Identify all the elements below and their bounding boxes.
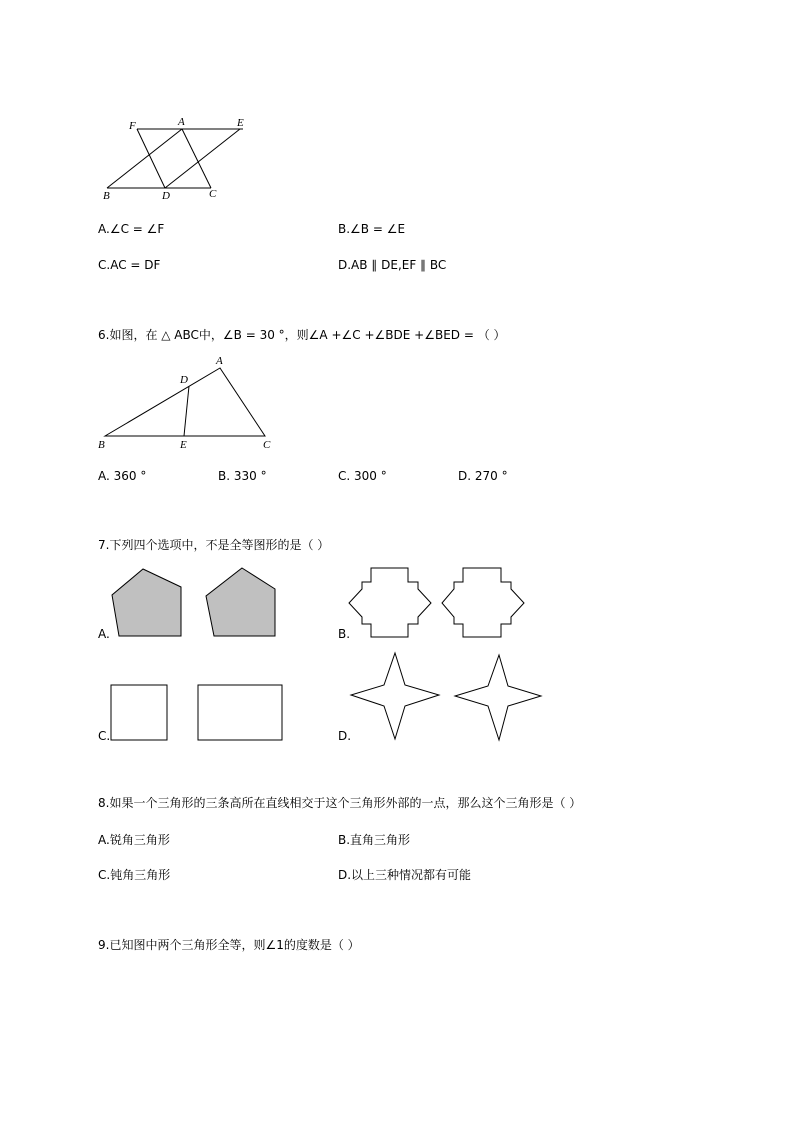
label-D: D bbox=[162, 190, 170, 202]
q7-option-a-figure[interactable] bbox=[108, 565, 283, 640]
label-F: F bbox=[129, 120, 136, 132]
q6-stem: 6.如图，在 △ ABC中，∠B = 30 °，则∠A +∠C +∠BDE +∠BED = （ ） bbox=[98, 328, 506, 342]
q7-stem: 7.下列四个选项中，不是全等图形的是（ ） bbox=[98, 538, 330, 552]
q6-option-a[interactable]: A. 360 ° bbox=[98, 469, 147, 483]
rectangle-shape bbox=[198, 685, 282, 740]
q7-option-b-label[interactable]: B. bbox=[338, 627, 351, 641]
label-B: B bbox=[103, 190, 110, 202]
q8-option-b[interactable]: B.直角三角形 bbox=[338, 833, 411, 847]
pentagon-shape bbox=[112, 569, 181, 636]
label-E: E bbox=[180, 439, 187, 451]
label-E: E bbox=[237, 117, 244, 129]
q8-option-d[interactable]: D.以上三种情况都有可能 bbox=[338, 868, 472, 882]
q8-option-a[interactable]: A.锐角三角形 bbox=[98, 833, 170, 847]
square-shape bbox=[111, 685, 167, 740]
q6-option-c[interactable]: C. 300 ° bbox=[338, 469, 387, 483]
label-A: A bbox=[216, 355, 223, 367]
q5-option-a[interactable]: A.∠C = ∠F bbox=[98, 222, 165, 236]
label-A: A bbox=[178, 116, 185, 128]
four-point-star-shape bbox=[455, 655, 541, 740]
four-point-star-shape bbox=[351, 653, 439, 739]
cross-arrow-shape bbox=[442, 568, 524, 637]
q8-stem: 8.如果一个三角形的三条高所在直线相交于这个三角形外部的一点，那么这个三角形是（ ） bbox=[98, 796, 582, 810]
q9-stem: 9.已知图中两个三角形全等，则∠1的度数是（ ） bbox=[98, 938, 360, 952]
q5-figure bbox=[95, 112, 255, 207]
q6-option-b[interactable]: B. 330 ° bbox=[218, 469, 267, 483]
cross-arrow-shape bbox=[349, 568, 431, 637]
q8-option-c[interactable]: C.钝角三角形 bbox=[98, 868, 171, 882]
q7-option-c-figure[interactable] bbox=[108, 682, 286, 744]
q7-option-c-label[interactable]: C. bbox=[98, 729, 111, 743]
q7-option-a-label[interactable]: A. bbox=[98, 627, 110, 641]
q7-option-b-figure[interactable] bbox=[346, 565, 531, 640]
q5-option-b[interactable]: B.∠B = ∠E bbox=[338, 222, 406, 236]
q5-option-c[interactable]: C.AC = DF bbox=[98, 258, 161, 272]
q6-option-d[interactable]: D. 270 ° bbox=[458, 469, 508, 483]
q5-option-d[interactable]: D.AB ∥ DE,EF ∥ BC bbox=[338, 258, 447, 272]
label-B: B bbox=[98, 439, 105, 451]
pentagon-shape bbox=[206, 568, 275, 636]
q7-option-d-label[interactable]: D. bbox=[338, 729, 352, 743]
label-C: C bbox=[263, 439, 271, 451]
q6-figure bbox=[95, 352, 285, 454]
q7-option-d-figure[interactable] bbox=[348, 650, 546, 744]
label-C: C bbox=[209, 188, 217, 200]
label-D: D bbox=[180, 374, 188, 386]
